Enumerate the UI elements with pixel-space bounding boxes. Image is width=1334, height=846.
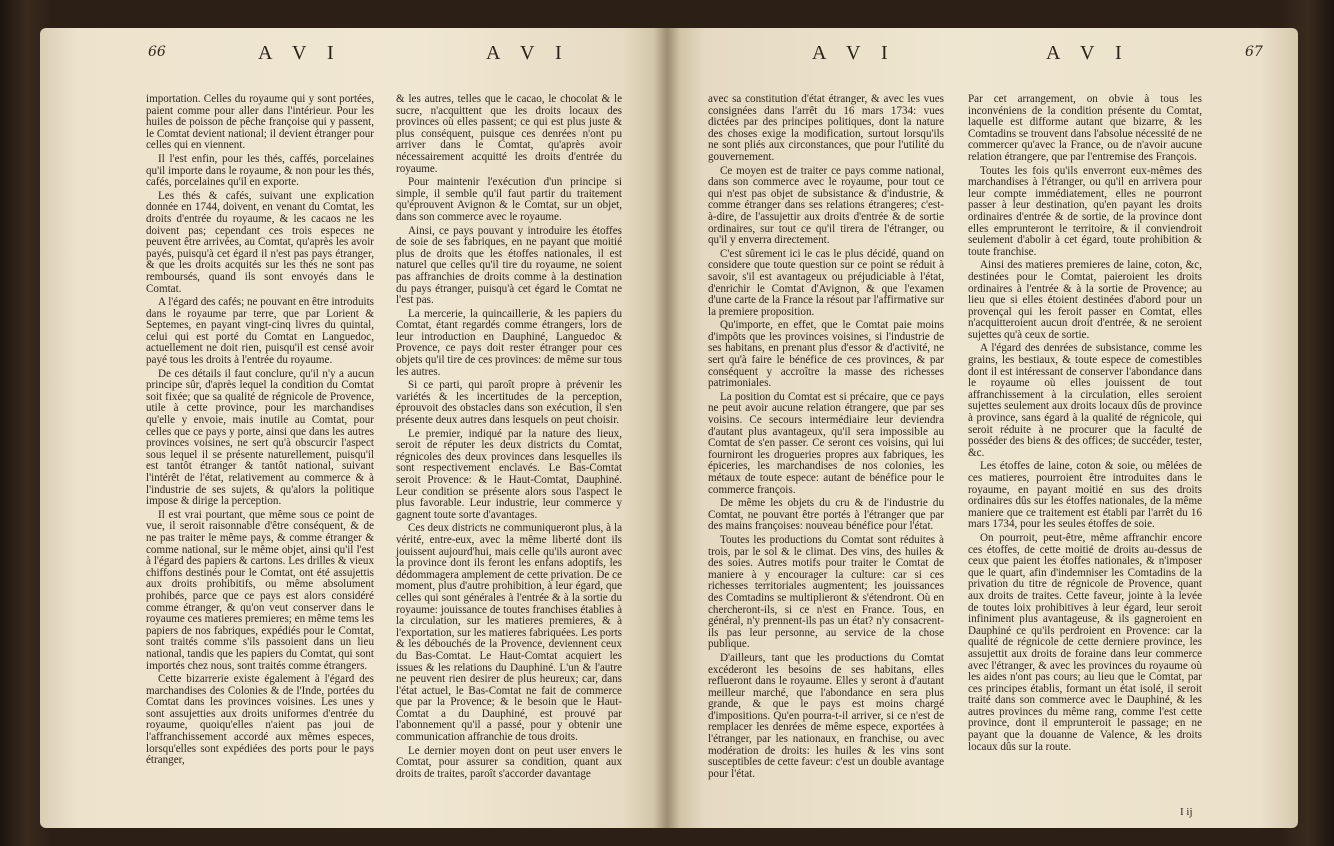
right-page-column-1 (708, 94, 944, 782)
left-page-column-2 (396, 94, 622, 782)
running-header-right-col2: A V I (1046, 42, 1130, 64)
paragraph: Les étoffes de laine, coton & soie, ou mêlées de ces matieres, pourroient être introduites dans le royaume, en payant moitié en sus des droits ordinaires dûs sur les étoffes nationales, de la même maniere que ce traitement est établi par l'arrêt du 16 mars 1734, pour les seules étoffes de soie. (968, 460, 1202, 531)
paragraph: Ces deux districts ne communiqueront plus, à la vérité, entre-eux, avec la même liberté dont ils jouissent aujourd'hui, mais celle qu'ils auront avec la province dont ils feront les enfans adoptifs, les dédommagera amplement de cette privation. De ce moment, plus d'autre prohibition, à leur égard, que celles qui sont générales à l'entrée & à la sortie du royaume: jouissance de toutes franchises établies à la circulation, sur les matieres premieres, & à l'exportation, sur les matieres fabriquées. Les ports & les débouchés de la Provence, deviennent ceux du Bas-Comtat. Le Haut-Comtat acquiert les issues & les relations du Dauphiné. L'un & l'autre ne peuvent rien desirer de plus heureux; car, dans l'état actuel, le Bas-Comtat ne fait de commerce que par la Provence; & le besoin que le Haut-Comtat a du Dauphiné, est prouvé par l'abonnement qu'il a passé, pour y obtenir une communication affranchie de tous droits. (396, 522, 622, 744)
paragraph: Pour maintenir l'exécution d'un principe si simple, il semble qu'il faut partir du traitement qu'éprouvent Avignon & le Comtat, sur un objet, dans son commerce avec le royaume. (396, 176, 622, 223)
paragraph: D'ailleurs, tant que les productions du Comtat excéderont les besoins de ses habitans, elles reflueront dans le royaume. Elles y seront à d'autant meilleur marché, que l'abondance en sera plus grande, & que le pays est moins chargé d'impositions. Qu'en pourra-t-il arriver, si ce n'est de remplacer les denrées de même espece, exportées à l'étranger, par les nationaux, en franchise, ou avec modération de droits: les huiles & les vins sont susceptibles de cette faveur: c'est un double avantage pour l'état. (708, 651, 944, 780)
running-header-right-col1: A V I (812, 42, 896, 64)
paragraph: Cette bizarrerie existe également à l'égard des marchandises des Colonies & de l'Inde, portées du Comtat dans les provinces voisines. Les unes y sont assujetties aux droits uniformes d'entrée du royaume, quoiqu'elles n'aient pas joui de l'affranchissement accordé aux mêmes especes, lorsqu'elles sont expédiées des ports pour le pays étranger, (146, 673, 374, 767)
paragraph: Ainsi, ce pays pouvant y introduire les étoffes de soie de ses fabriques, en ne payant que moitié plus de droits que les étoffes nationales, il est naturel que celles qu'il tire du royaume, ne soient pas affranchies de droits comme à la destination du pays étranger, puisqu'à cet égard le Comtat ne l'est pas. (396, 224, 622, 307)
paragraph: A l'égard des denrées de subsistance, comme les grains, les bestiaux, & toute espece de comestibles dont il est intéressant de conserver l'abondance dans le royaume où elles jouissent de tout affranchissement à la circulation, elles seroient sujettes seulement aux droits locaux dûs de province à province, sans égard à la qualité de régnicole, qui seroit réduite à ne procurer que la faculté de posséder des biens & des offices; de succéder, tester, &c. (968, 342, 1202, 459)
paragraph: Qu'importe, en effet, que le Comtat paie moins d'impôts que les provinces voisines, si l'industrie de ses habitans, en prenant plus d'essor & d'activité, ne sert qu'à faire le bénéfice de ces provinces, & par conséquent y accroître la masse des richesses patrimoniales. (708, 319, 944, 390)
signature-mark: I ij (1180, 806, 1193, 818)
paragraph: Toutes les productions du Comtat sont réduites à trois, par le sol & le climat. Des vins, des huiles & des soies. Autres motifs pour traiter le Comtat de maniere à y encourager la culture: car si ces richesses territoriales augmentent; les jouissances des Comtadins se multiplieront & s'étendront. Où en chercheront-ils, si ce n'est en France. Tous, en général, n'y prennent-ils pas un état? n'y consacrent-ils pas leur personne, au service de la chose publique. (708, 533, 944, 651)
paragraph: La mercerie, la quincaillerie, & les papiers du Comtat, étant regardés comme étrangers, lors de leur introduction en Dauphiné, Languedoc & Provence, ce pays doit rester étranger pour ces objets qu'il tire de ces provinces: de même sur tous les autres. (396, 307, 622, 378)
paragraph: Il est vrai pourtant, que même sous ce point de vue, il seroit raisonnable d'être conséquent, & de ne pas traiter le même pays, & comme étranger & comme national, sur le même objet, ainsi qu'il l'est à l'égard des papiers & cartons. Les drilles & vieux chiffons destinés pour le Comtat, ont été assujettis aux droits prohibitifs, ou même absolument prohibés, parce que ce pays est alors considéré comme étranger, & qu'on veut conserver dans le royaume ces matieres premieres; en même tems les papiers de nos fabriques, expédiés pour le Comtat, sont traités comme s'ils passoient dans un lieu national, tandis que les papiers du Comtat, qui sont importés chez nous, sont traités comme étrangers. (146, 508, 374, 672)
paragraph: La position du Comtat est si précaire, que ce pays ne peut avoir aucune relation étrangere, que par ses voisins. Ce secours intermédiaire leur deviendra d'autant plus avantageux, qu'il sera impossible au Comtat de s'en passer. Ce seront ces voisins, qui lui fourniront les drogueries propres aux fabriques, les épiceries, les marchandises de nos colonies, les métaux de toute espece: autant de bénéfice pour le commerce françois. (708, 390, 944, 496)
paragraph: De ces détails il faut conclure, qu'il n'y a aucun principe sûr, d'après lequel la condition du Comtat soit fixée; que sa qualité de régnicole de Provence, utile à cette province, pour les marchandises qu'elle y envoie, mais inutile au Comtat, pour celles que ce pays y porte, ainsi que dans les autres provinces voisines, ne sert qu'à obscurcir l'aspect sous lequel il se présente naturellement, puisqu'il est tantôt étranger & tantôt national, suivant l'intérêt de l'état, relativement au commerce & à l'industrie de ses sujets, & qu'alors la politique impose & dirige la perception. (146, 367, 374, 508)
paragraph: importation. Celles du royaume qui y sont portées, paient comme pour aller dans l'intérieur. Pour les huiles de poisson de pêche françoise qui y passent, le Comtat devient national; il devient étranger pour celles qui en viennent. (146, 93, 374, 152)
paragraph: Par cet arrangement, on obvie à tous les inconvéniens de la condition présente du Comtat, laquelle est difforme autant que bizarre, & les Comtadins se trouvent dans l'absolue nécessité de ne commercer qu'avec la France, ou de n'avoir aucune relation étrangere, que par l'entremise des François. (968, 93, 1202, 163)
paragraph: Ainsi des matieres premieres de laine, coton, &c, destinées pour le Comtat, paieroient les droits ordinaires à l'entrée & à la sortie de Provence; au lieu que si elles étoient destinées d'abord pour un provençal qui les feroit passer en Comtat, elles n'acquitteroient aucun droit d'entrée, & ne seroient sujettes qu'à ceux de sortie. (968, 259, 1202, 341)
paragraph: Les thés & cafés, suivant une explication donnée en 1744, doivent, en venant du Comtat, les droits d'entrée du royaume, & les cacaos ne les doivent pas; cependant ces trois especes ne peuvent être arrivées, au Comtat, qu'après les avoir payés, puisqu'à cet égard il n'est pas pays étranger, & que les droits acquités sur les thés ne sont pas remboursés, quand ils sont envoyés dans le Comtat. (146, 189, 374, 295)
paragraph: A l'égard des cafés; ne pouvant en être introduits dans le royaume par terre, que par Lorient & Septemes, en payant vingt-cinq livres du quintal, celui qui est porté du Comtat en Languedoc, actuellement ne doit rien, puisqu'il est censé avoir payé tous les droits à l'entrée du royaume. (146, 296, 374, 367)
paragraph: Le premier, indiqué par la nature des lieux, seroit de réputer les deux districts du Comtat, régnicoles des deux provinces dans lesquelles ils sont respectivement enclavés. Le Bas-Comtat seroit Provence: & le Haut-Comtat, Dauphiné. Leur condition se présente alors sous l'aspect le plus favorable. Leur industrie, leur commerce y gagnent toute sorte d'avantages. (396, 427, 622, 521)
paragraph: & les autres, telles que le cacao, le chocolat & le sucre, n'acquittent que les droits locaux des provinces où elles passent; ce qui est plus juste & plus conséquent, puisque ces denrées n'ont pu arriver dans le Comtat, qu'après avoir nécessairement acquitté les droits d'entrée du royaume. (396, 93, 622, 175)
paragraph: Le dernier moyen dont on peut user envers le Comtat, pour assurer sa condition, quant aux droits de traites, paroît s'accorder davantage (396, 744, 622, 780)
paragraph: On pourroit, peut-être, même affranchir encore ces étoffes, de cette moitié de droits au-dessus de ceux que paient les étoffes nationales, & n'imposer que le quart, afin d'indemniser les Comtadins de la privation du titre de régnicole de Provence, quant aux droits de traites. Cette faveur, jointe à la levée de toutes loix prohibitives à leur égard, leur seroit infiniment plus avantageuse, & ils gagneroient en Dauphiné ce qu'ils perdroient en Provence: car la qualité de régnicole de cette derniere province, les assujettit aux droits de foraine dans leur commerce avec l'étranger, & avec les provinces du royaume où les aides n'ont pas cours; au lieu que le Comtat, par ces principes établis, formant un état isolé, il seroit traité dans son commerce avec le Dauphiné, & les autres provinces du même rang, comme l'est cette province, dont il emprunteroit le passage; en ne payant que la douanne de Valence, & les droits locaux dûs sur la route. (968, 531, 1202, 753)
paragraph: Ce moyen est de traiter ce pays comme national, dans son commerce avec le royaume, pour tout ce qui n'est pas objet de subsistance & d'industrie, & comme étranger dans ses relations étrangeres; c'est-à-dire, de l'assujettir aux droits d'entrée & de sortie ordinaires, sur tout ce qu'il tirera de l'étranger, ou qu'il y enverra directement. (708, 164, 944, 247)
left-page-column-1 (146, 94, 374, 769)
page-number-right: 67 (1245, 44, 1263, 60)
running-header-left-col1: A V I (258, 42, 342, 64)
paragraph: Il l'est enfin, pour les thés, caffés, porcelaines qu'il importe dans le royaume, & non pour les thés, cafés, porcelaines qu'il en exporte. (146, 152, 374, 189)
paragraph: De même les objets du cru & de l'industrie du Comtat, ne pouvant être portés à l'étranger que par des mains françoises: nouveau bénéfice pour l'état. (708, 497, 944, 533)
running-header-left-col2: A V I (486, 42, 570, 64)
paragraph: avec sa constitution d'état étranger, & avec les vues consignées dans l'arrêt du 16 mars 1734: vues dictées par des principes politiques, dont la nature des choses exige la modification, surtout lorsqu'ils ne sont pliés aux circonstances, que pour l'utilité du gouvernement. (708, 93, 944, 163)
paragraph: Si ce parti, qui paroît propre à prévenir les variétés & les incertitudes de la perception, éprouvoit des obstacles dans son exécution, il s'en présente deux autres dans lesquels on peut choisir. (396, 379, 622, 427)
paragraph: Toutes les fois qu'ils enverront eux-mêmes des marchandises à l'étranger, ou qu'il en arrivera pour leur compte immédiatement, elles ne pourront passer à leur destination, qu'en payant les droits ordinaires d'entrée & de sortie, de la province dont elles emprunteront le territoire, & il conviendroit seulement d'abolir à cet égard, toute prohibition & toute franchise. (968, 164, 1202, 258)
page-number-left: 66 (148, 44, 166, 60)
right-page-column-2 (968, 94, 1202, 755)
paragraph: C'est sûrement ici le cas le plus décidé, quand on considere que toute question sur ce point se réduit à savoir, s'il est avantageux ou préjudiciable à l'état, d'enrichir le Comtat d'Avignon, & que l'examen d'une carte de la France la résout par l'affirmative sur la premiere proposition. (708, 247, 944, 318)
